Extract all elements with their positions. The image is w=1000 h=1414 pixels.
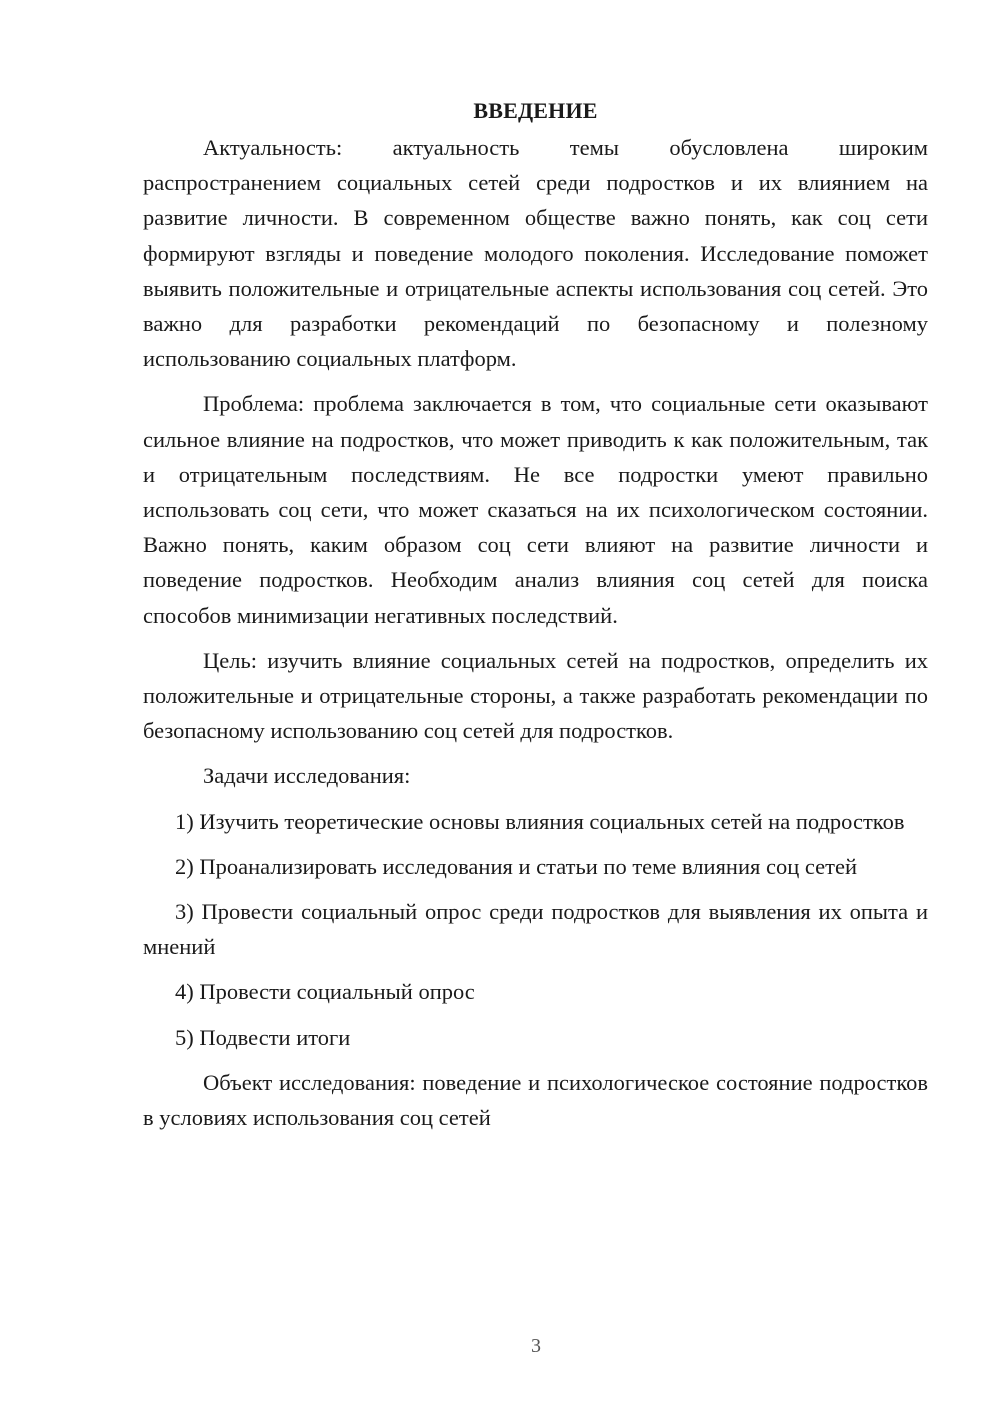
section-heading: ВВЕДЕНИЕ — [473, 98, 598, 123]
task-item-4: 4) Провести социальный опрос — [175, 979, 475, 1005]
tasks-label: Задачи исследования: — [203, 763, 411, 789]
relevance-paragraph: Актуальность: актуальность темы обусловлена широким распространением социальных сетей среди подростков и их влиянием на развитие личности. В современном обществе важно понять, как соц сети формируют взгляды и поведение молодого поколения. Исследование поможет выявить положительные и отрицательные аспекты использования соц сетей. Это важно для разработки рекомендаций по безопасному и полезному использованию социальных платформ. — [143, 135, 928, 372]
task-item-1: 1) Изучить теоретические основы влияния социальных сетей на подростков — [175, 808, 905, 834]
task-item-5: 5) Подвести итоги — [175, 1024, 351, 1050]
object-paragraph: Объект исследования: поведение и психологическое состояние подростков в условиях использования соц сетей — [143, 1069, 928, 1131]
task-item-2: 2) Проанализировать исследования и статьи по теме влияния соц сетей — [175, 853, 857, 879]
task-item-3: 3) Провести социальный опрос среди подростков для выявления их опыта и мнений — [143, 899, 928, 960]
goal-paragraph: Цель: изучить влияние социальных сетей на подростков, определить их положительные и отрицательные стороны, а также разработать рекомендации по безопасному использованию соц сетей для подростков. — [143, 647, 928, 744]
page-content — [143, 96, 928, 1135]
problem-paragraph: Проблема: проблема заключается в том, что социальные сети оказывают сильное влияние на подростков, что может приводить к как положительным, так и отрицательным последствиям. Не все подростки умеют правильно использовать соц сети, что может сказаться на их психологическом состоянии. Важно понять, каким образом соц сети влияют на развитие личности и поведение подростков. Необходим анализ влияния соц сетей для поиска способов минимизации негативных последствий. — [143, 391, 928, 628]
page-number: 3 — [531, 1335, 541, 1357]
